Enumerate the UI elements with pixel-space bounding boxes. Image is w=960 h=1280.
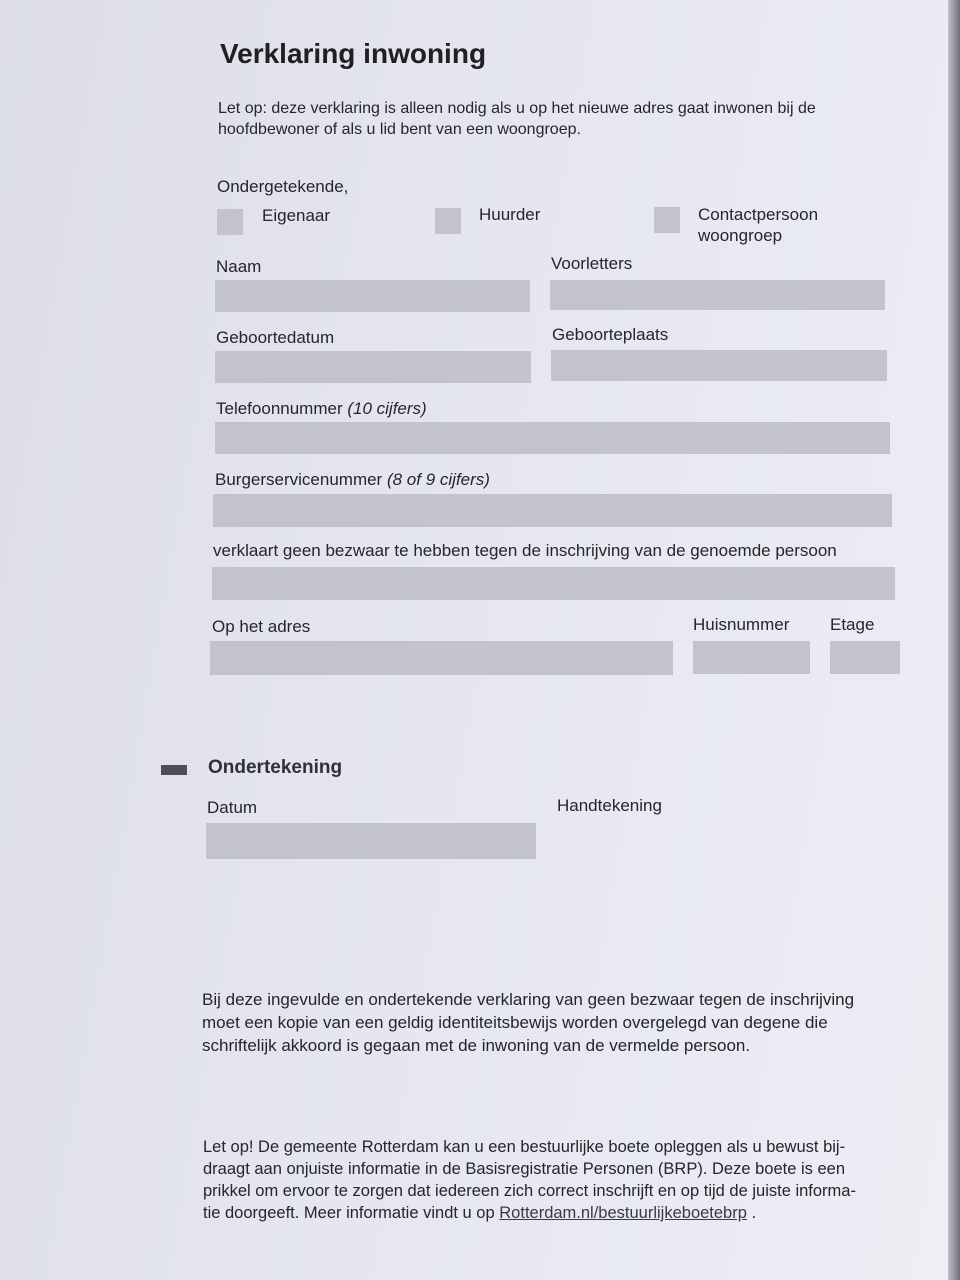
verklaart-input[interactable] [212,567,895,600]
geboorteplaats-input[interactable] [551,350,887,381]
huurder-label: Huurder [479,205,541,224]
geboortedatum-input[interactable] [215,351,531,383]
page-title: Verklaring inwoning [220,38,487,69]
geboortedatum-label: Geboortedatum [216,328,335,347]
notice-line-3: schriftelijk akkoord is gegaan met de inwoning van de vermelde persoon. [202,1036,751,1055]
intro-text [218,98,816,140]
verklaart-label: verklaart geen bezwaar te hebben tegen de inschrijving van de genoemde persoon [213,541,837,560]
naam-label: Naam [216,257,262,276]
intro-line-2: hoofdbewoner of als u lid bent van een woongroep. [218,121,581,138]
warning-line-2: draagt aan onjuiste informatie in de Basisregistratie Personen (BRP). Deze boete is een [203,1160,846,1178]
naam-input[interactable] [215,280,530,312]
warning-line-4-prefix: tie doorgeeft. Meer informatie vindt u op [203,1204,495,1222]
datum-input[interactable] [206,823,536,859]
adres-label: Op het adres [212,617,311,636]
telefoon-label-text: Telefoonnummer [216,399,343,418]
etage-label: Etage [830,615,875,634]
contactpersoon-checkbox[interactable] [654,207,680,233]
bsn-hint: (8 of 9 cijfers) [386,470,490,489]
signee-label: Ondergetekende, [217,177,349,196]
bsn-label-text: Burgerservicenummer [215,470,383,489]
handtekening-label: Handtekening [557,796,662,815]
huisnummer-input[interactable] [693,641,810,674]
adres-input[interactable] [210,641,673,675]
contactpersoon-label [698,204,818,246]
notice-line-2: moet een kopie van een geldig identiteitsbewijs worden overgelegd van degene die [202,1013,828,1032]
bsn-label [215,470,490,490]
huisnummer-label: Huisnummer [693,615,790,634]
voorletters-label: Voorletters [551,254,633,273]
telefoon-label [216,399,427,419]
voorletters-input[interactable] [550,280,885,310]
etage-input[interactable] [830,641,900,674]
telefoon-hint: (10 cijfers) [347,399,427,418]
geboorteplaats-label: Geboorteplaats [552,325,669,344]
warning-paragraph [203,1136,856,1224]
contactpersoon-line-1: Contactpersoon [698,205,819,224]
background-edge [948,0,960,1280]
handtekening-area[interactable] [557,823,887,883]
notice-line-1: Bij deze ingevulde en ondertekende verklaring van geen bezwaar tegen de inschrijving [202,990,855,1009]
notice-paragraph [202,988,854,1057]
eigenaar-label: Eigenaar [262,206,331,225]
bsn-input[interactable] [213,494,892,527]
warning-line-4 [203,1202,856,1224]
warning-line-3: prikkel om ervoor te zorgen dat iedereen zich correct inschrijft en op tijd de juiste informa- [203,1182,856,1200]
warning-line-4-suffix: . [751,1204,757,1222]
section-marker [161,765,187,775]
datum-label: Datum [207,798,258,817]
boete-info-link[interactable]: Rotterdam.nl/bestuurlijkeboetebrp [499,1204,747,1222]
eigenaar-checkbox[interactable] [217,209,243,235]
telefoon-input[interactable] [215,422,890,454]
intro-line-1: Let op: deze verklaring is alleen nodig als u op het nieuwe adres gaat inwonen bij de [218,100,816,117]
ondertekening-heading: Ondertekening [208,757,343,778]
huurder-checkbox[interactable] [435,208,461,234]
warning-line-1: Let op! De gemeente Rotterdam kan u een bestuurlijke boete opleggen als u bewust bij- [203,1138,846,1156]
contactpersoon-line-2: woongroep [698,226,783,245]
